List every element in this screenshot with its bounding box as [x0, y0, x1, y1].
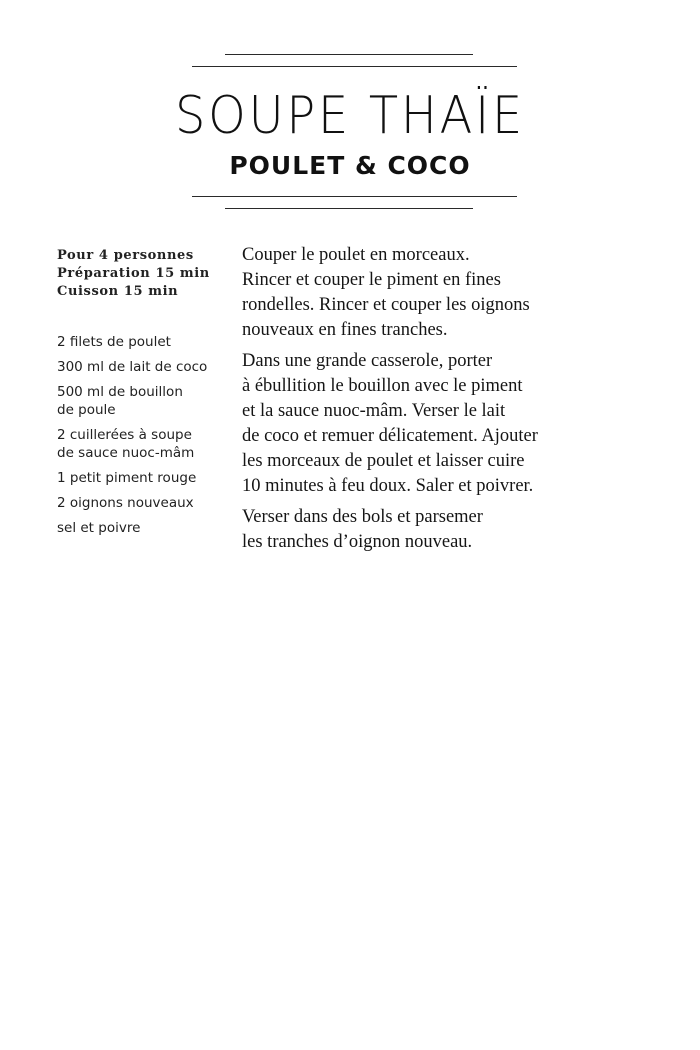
ingredient-item: 2 filets de poulet: [57, 334, 171, 350]
instruction-step: Dans une grande casserole, porter à ébullition le bouillon avec le piment et la sauce nuoc-mâm. Verser le lait de coco et remuer délicatement. Ajouter les morceaux de poulet et laisser cuire 10 minutes à feu doux. Saler et poivrer.: [242, 351, 538, 496]
ingredient-item: sel et poivre: [57, 520, 141, 536]
instruction-step: Verser dans des bols et parsemer les tranches d’oignon nouveau.: [242, 507, 483, 552]
ingredient-item: 1 petit piment rouge: [57, 470, 197, 486]
cook-time: Cuisson 15 min: [57, 284, 179, 299]
ingredient-item: 300 ml de lait de coco: [57, 359, 208, 375]
bottom-rule-short: [225, 208, 473, 209]
top-rule-long: [192, 66, 517, 67]
prep-time: Préparation 15 min: [57, 266, 210, 281]
servings: Pour 4 personnes: [57, 248, 194, 263]
ingredients-list: [57, 333, 227, 544]
recipe-meta: [57, 247, 232, 301]
instruction-step: Couper le poulet en morceaux. Rincer et couper le piment en fines rondelles. Rincer et couper les oignons nouveaux en fines tranches.: [242, 245, 530, 340]
top-rule-short: [225, 54, 473, 55]
instructions: [242, 243, 597, 561]
recipe-title: SOUPE THAÏE: [175, 86, 525, 146]
recipe-subtitle: POULET & COCO: [229, 151, 471, 180]
ingredient-item: 2 oignons nouveaux: [57, 495, 194, 511]
ingredient-item: 500 ml de bouillon de poule: [57, 384, 183, 418]
bottom-rule-long: [192, 196, 517, 197]
ingredient-item: 2 cuillerées à soupe de sauce nuoc-mâm: [57, 427, 195, 461]
